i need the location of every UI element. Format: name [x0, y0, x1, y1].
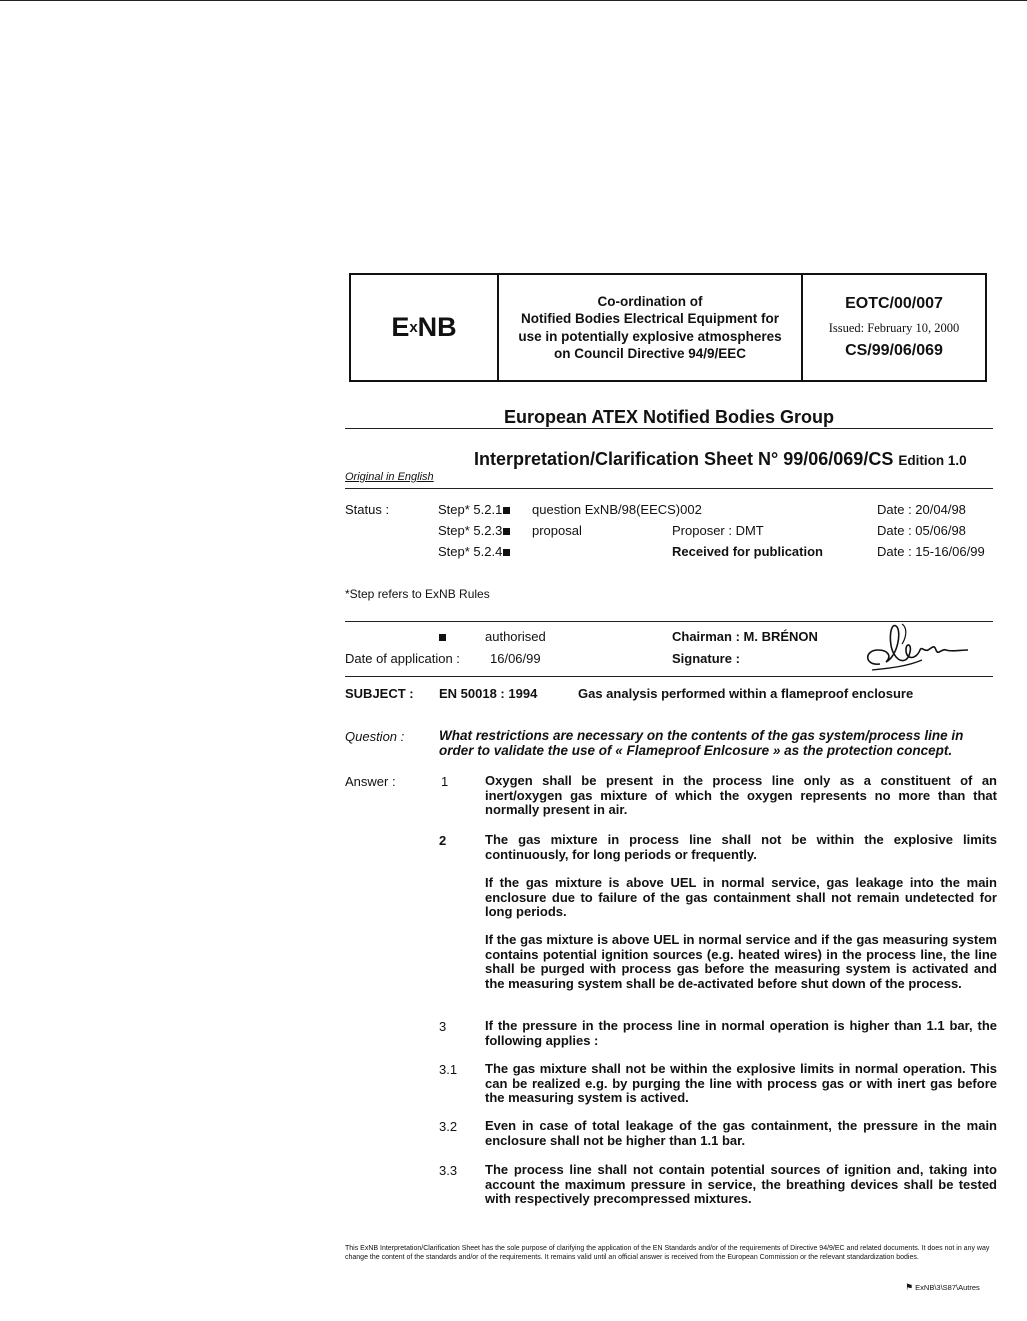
status-desc: question ExNB/98(EECS)002: [532, 502, 702, 517]
coordination-title: Co-ordination of Notified Bodies Electrical Equipment for use in potentially explosive atmospheres on Council Directive 94/9/EEC: [499, 275, 803, 380]
divider: [345, 488, 993, 489]
status-date: Date : 05/06/98: [877, 523, 966, 538]
subject-label: SUBJECT :: [345, 686, 414, 701]
authorised-marker: [438, 629, 446, 644]
subject-standard: EN 50018 : 1994: [439, 686, 538, 701]
footer-file-reference: ⚑ ExNB\3\S87\Autres: [905, 1282, 980, 1292]
answer-item-number: 3.1: [439, 1062, 458, 1077]
document-header-box: [349, 273, 987, 382]
answer-item-number: 2: [439, 833, 447, 848]
answer-paragraph: If the pressure in the process line in normal operation is higher than 1.1 bar, the following applies :: [485, 1018, 997, 1048]
step-footnote: *Step refers to ExNB Rules: [345, 587, 490, 601]
date-of-application: 16/06/99: [490, 651, 541, 666]
original-language: Original in English: [345, 471, 434, 483]
signature-label: Signature :: [672, 651, 740, 666]
reference-block: [803, 275, 985, 380]
issued-date: Issued: February 10, 2000: [828, 321, 960, 335]
sheet-title: Interpretation/Clarification Sheet N° 99/06/069/CS Edition 1.0: [474, 449, 967, 469]
date-of-application-label: Date of application :: [345, 651, 460, 666]
answer-item-number: 3: [439, 1019, 447, 1034]
received-for-publication: Received for publication: [672, 544, 823, 559]
authorised-label: authorised: [485, 629, 546, 644]
group-title: European ATEX Notified Bodies Group: [503, 407, 834, 427]
answer-paragraph: The gas mixture in process line shall not be within the explosive limits continuously, for long periods or frequently.: [485, 832, 997, 862]
footer-disclaimer: This ExNB Interpretation/Clarification Sheet has the sole purpose of clarifying the application of the EN Standards and/or of the requirements of Directive 94/9/EC and related documents. It does not in any way change the content of the standards and/or of the requirements. It remains valid until an official answer is received from the European Commission or the relevant standardization bodies.: [345, 1245, 990, 1261]
answer-item-number: 1: [441, 774, 449, 789]
status-step: Step* 5.2.1: [438, 502, 510, 517]
top-rule: [0, 0, 1027, 1]
reference-number: EOTC/00/007: [845, 295, 943, 312]
question-text: What restrictions are necessary on the contents of the gas system/process line in order to validate the use of « Flameproof Enlcosure » as the protection concept.: [439, 728, 964, 758]
chairman: Chairman : M. BRÉNON: [672, 629, 818, 644]
status-date: Date : 15-16/06/99: [877, 544, 985, 559]
status-label: Status :: [345, 502, 390, 517]
answer-paragraph: Even in case of total leakage of the gas containment, the pressure in the main enclosure shall not be higher than 1.1 bar.: [485, 1118, 997, 1148]
question-label: Question :: [345, 729, 405, 744]
answer-item-number: 3.2: [439, 1119, 458, 1134]
answer-paragraph: The gas mixture shall not be within the explosive limits in normal operation. This can be realized e.g. by purging the line with process gas or with inert gas before the measuring system is actived.: [485, 1061, 997, 1105]
exnb-logo: E x NB: [351, 275, 499, 380]
answer-paragraph: The process line shall not contain potential sources of ignition and, taking into account the maximum pressure in service, the breathing devices shall be tested with respectively precompressed mixtures.: [485, 1162, 997, 1206]
status-step: Step* 5.2.4: [438, 544, 510, 559]
signature-image: [862, 620, 972, 676]
answer-paragraph: If the gas mixture is above UEL in normal service, gas leakage into the main enclosure due to failure of the gas containment shall not remain undetected for long periods.: [485, 875, 997, 919]
status-desc: proposal: [532, 523, 582, 538]
cs-number: CS/99/06/069: [845, 342, 943, 359]
answer-label: Answer :: [345, 774, 396, 789]
subject-text: Gas analysis performed within a flameproof enclosure: [578, 686, 914, 701]
status-step: Step* 5.2.3: [438, 523, 510, 538]
answer-item-number: 3.3: [439, 1163, 458, 1178]
divider: [345, 428, 993, 429]
answer-paragraph: If the gas mixture is above UEL in normal service and if the gas measuring system contains potential ignition sources (e.g. heated wires) in the process line, the line shall be purged with process gas before the measuring system is activated and the measuring system shall be de-activated before shut down of the process.: [485, 932, 997, 991]
proposer: Proposer : DMT: [672, 523, 764, 538]
divider: [345, 676, 993, 677]
edition: Edition 1.0: [898, 453, 967, 468]
status-date: Date : 20/04/98: [877, 502, 966, 517]
answer-paragraph: Oxygen shall be present in the process line only as a constituent of an inert/oxygen gas mixture of which the oxygen represents no more than that normally present in air.: [485, 773, 997, 817]
